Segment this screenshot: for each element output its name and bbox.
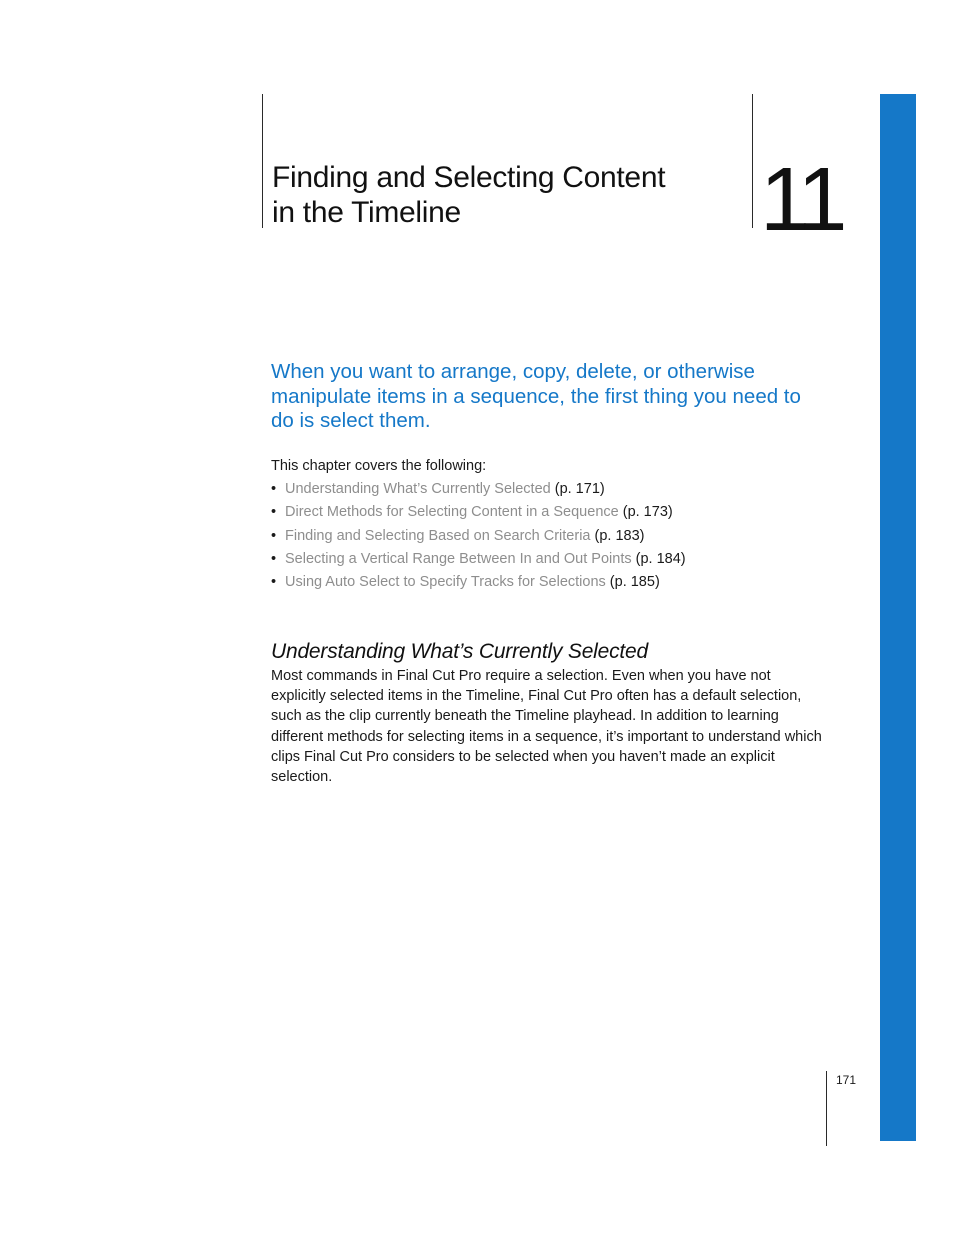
contents-item bbox=[271, 549, 686, 572]
contents-link-understanding-selected[interactable]: Understanding What’s Currently Selected bbox=[285, 481, 551, 497]
bullet: • bbox=[271, 574, 277, 591]
contents-link-auto-select[interactable]: Using Auto Select to Specify Tracks for Selections bbox=[285, 574, 606, 591]
contents-item bbox=[271, 526, 686, 549]
section-heading: Understanding What’s Currently Selected bbox=[271, 640, 649, 663]
title-left-rule bbox=[262, 94, 263, 228]
title-right-rule bbox=[752, 94, 753, 228]
contents-page-ref: (p. 184) bbox=[635, 550, 686, 567]
contents-page-ref: (p. 185) bbox=[609, 574, 660, 591]
bullet: • bbox=[271, 550, 277, 567]
section-body: Most commands in Final Cut Pro require a selection. Even when you have not explicitly selected items in the Timeline, Final Cut Pro often has a default selection, such as the clip currently beneath the Timeline playhead. In addition to learning different methods for selecting items in a sequence, it’s important to understand which clips Final Cut Pro considers to be selected when you haven’t made an explicit selection. bbox=[271, 668, 822, 786]
chapter-contents-list bbox=[271, 479, 686, 595]
page-number: 171 bbox=[836, 1073, 857, 1087]
contents-page-ref: (p. 171) bbox=[554, 481, 605, 497]
chapter-number: 11 bbox=[760, 150, 842, 250]
contents-item bbox=[271, 502, 686, 525]
contents-link-direct-methods[interactable]: Direct Methods for Selecting Content in a Sequence bbox=[285, 504, 619, 521]
bullet: • bbox=[271, 527, 277, 544]
chapter-title-line-2: in the Timeline bbox=[272, 196, 461, 229]
contents-link-search-criteria[interactable]: Finding and Selecting Based on Search Criteria bbox=[285, 527, 591, 544]
footer-rule bbox=[826, 1071, 827, 1146]
contents-item bbox=[271, 479, 686, 502]
contents-link-vertical-range[interactable]: Selecting a Vertical Range Between In and Out Points bbox=[285, 550, 632, 567]
chapter-title bbox=[272, 160, 742, 230]
bullet: • bbox=[271, 504, 277, 521]
contents-lead: This chapter covers the following: bbox=[271, 458, 487, 474]
chapter-side-tab bbox=[880, 94, 916, 1141]
contents-page-ref: (p. 183) bbox=[594, 527, 645, 544]
chapter-intro: When you want to arrange, copy, delete, or otherwise manipulate items in a sequence, the first thing you need to do is select them. bbox=[271, 360, 801, 432]
bullet: • bbox=[271, 481, 277, 497]
chapter-title-line-1: Finding and Selecting Content bbox=[272, 161, 666, 194]
contents-item bbox=[271, 572, 686, 595]
contents-page-ref: (p. 173) bbox=[622, 504, 673, 521]
